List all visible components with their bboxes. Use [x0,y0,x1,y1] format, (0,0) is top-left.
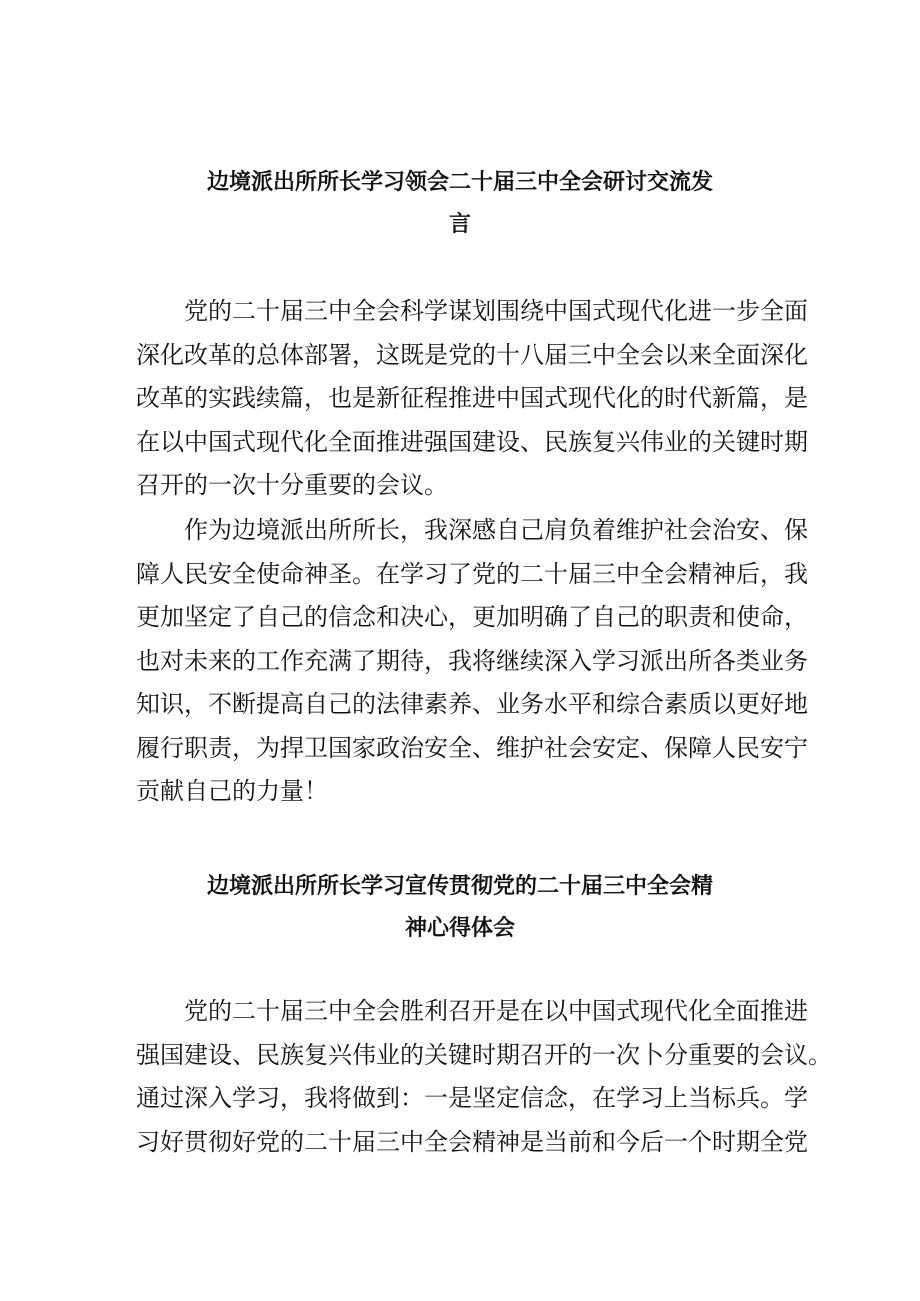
paragraph-line: 改革的实践续篇，也是新征程推进中国式现代化的时代新篇，是 [136,384,808,412]
paragraph-line: 更加坚定了自己的信念和决心，更加明确了自己的职责和使命， [136,603,808,631]
paragraph-line: 也对未来的工作充满了期待，我将继续深入学习派出所各类业务 [136,646,808,675]
paragraph-line: 障人民安全使命神圣。在学习了党的二十届三中全会精神后，我 [136,559,808,588]
section-1-title [120,162,800,246]
section-1-title-line: 边境派出所所长学习领会二十届三中全会研讨交流发 [206,170,713,195]
paragraph-line: 深化改革的总体部署，这既是党的十八届三中全会以来全面深化 [136,340,808,369]
paragraph-line: 召开的一次十分重要的会议。 [136,471,448,499]
paragraph-line: 党的二十届三中全会胜利召开是在以中国式现代化全面推进 [184,997,808,1025]
paragraph-line: 通过深入学习，我将做到：一是坚定信念，在学习上当标兵。学 [136,1084,808,1112]
section-1-paragraph-2 [136,509,816,814]
paragraph-line: 在以中国式现代化全面推进强国建设、民族复兴伟业的关键时期 [136,427,808,456]
section-2-title-line: 神心得体会 [404,916,515,941]
paragraph-line: 习好贯彻好党的二十届三中全会精神是当前和今后一个时期全党 [136,1127,808,1156]
section-2-title [120,866,800,950]
paragraph-line: 强国建设、民族复兴伟业的关键时期召开的一次卜分重要的会议。 [136,1040,832,1069]
paragraph-line: 贡献自己的力量！ [136,777,328,805]
paragraph-line: 作为边境派出所所长，我深感自己肩负着维护社会治安、保 [184,516,808,544]
section-2-paragraph-1 [136,990,832,1164]
paragraph-line: 履行职责，为捍卫国家政治安全、维护社会安定、保障人民安宁 [136,733,808,762]
section-1-paragraph-1 [136,290,816,508]
paragraph-line: 知识，不断提高自己的法律素养、业务水平和综合素质以更好地 [136,690,808,718]
section-2-title-line: 边境派出所所长学习宣传贯彻党的二十届三中全会精 [206,874,713,899]
section-1-title-line: 言 [448,212,471,237]
paragraph-line: 党的二十届三中全会科学谋划围绕中国式现代化进一步全面 [184,297,808,325]
